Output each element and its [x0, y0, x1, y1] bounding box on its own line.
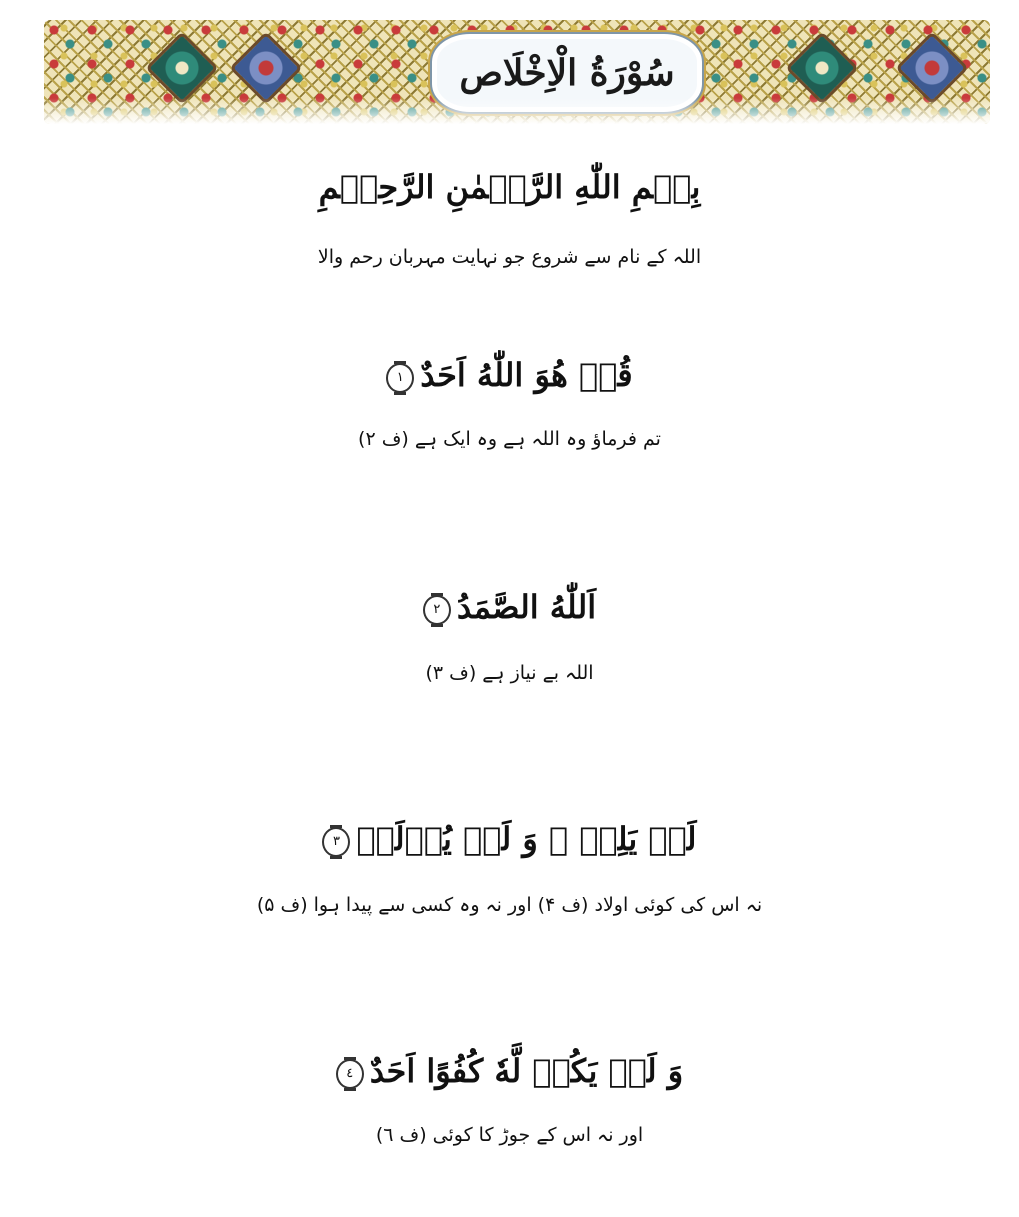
verse-text: وَ لَمۡ يَكُنۡ لَّهٗ كُفُوًا اَحَدٌ [369, 1052, 684, 1090]
ornament-medallion-icon [895, 31, 969, 105]
ornament-medallion-icon [145, 31, 219, 105]
verse-4-arabic [0, 1052, 1019, 1090]
surah-title-cartouche [430, 32, 704, 114]
verse-4-translation: اور نہ اس کے جوڑ کا کوئی (ف ٦) [375, 1124, 644, 1146]
basmala-arabic: بِسۡمِ اللّٰهِ الرَّحۡمٰنِ الرَّحِيۡمِ [318, 168, 701, 206]
verse-text: قُلۡ هُوَ اللّٰهُ اَحَدٌ [420, 356, 633, 394]
verse-2-translation: اللہ بے نیاز ہے (ف ۳) [425, 662, 594, 684]
surah-title: سُوْرَةُ الْاِخْلَاص [459, 52, 675, 94]
ornament-medallion-icon [785, 31, 859, 105]
verse-1-arabic [0, 356, 1019, 394]
verse-text: لَمۡ يَلِدۡ ۙ وَ لَمۡ يُوۡلَدۡ [356, 820, 697, 858]
surah-header-banner [44, 20, 990, 124]
verse-text: اَللّٰهُ الصَّمَدُ [456, 588, 597, 626]
verse-3-translation: نہ اس کی کوئی اولاد (ف ۴) اور نہ وہ کسی سے پیدا ہوا (ف ۵) [256, 894, 763, 916]
ayah-number-marker: ١ [386, 363, 414, 393]
ayah-number-marker: ٢ [423, 595, 451, 625]
basmala-translation: اللہ کے نام سے شروع جو نہایت مہربان رحم والا [317, 246, 702, 268]
ornament-medallion-icon [229, 31, 303, 105]
ayah-number-marker: ٤ [336, 1059, 364, 1089]
ayah-number-marker: ٣ [322, 827, 350, 857]
verse-1-translation: تم فرماؤ وہ اللہ ہے وہ ایک ہے (ف ۲) [358, 428, 661, 450]
verse-3-arabic [0, 820, 1019, 858]
verse-2-arabic [0, 588, 1019, 626]
